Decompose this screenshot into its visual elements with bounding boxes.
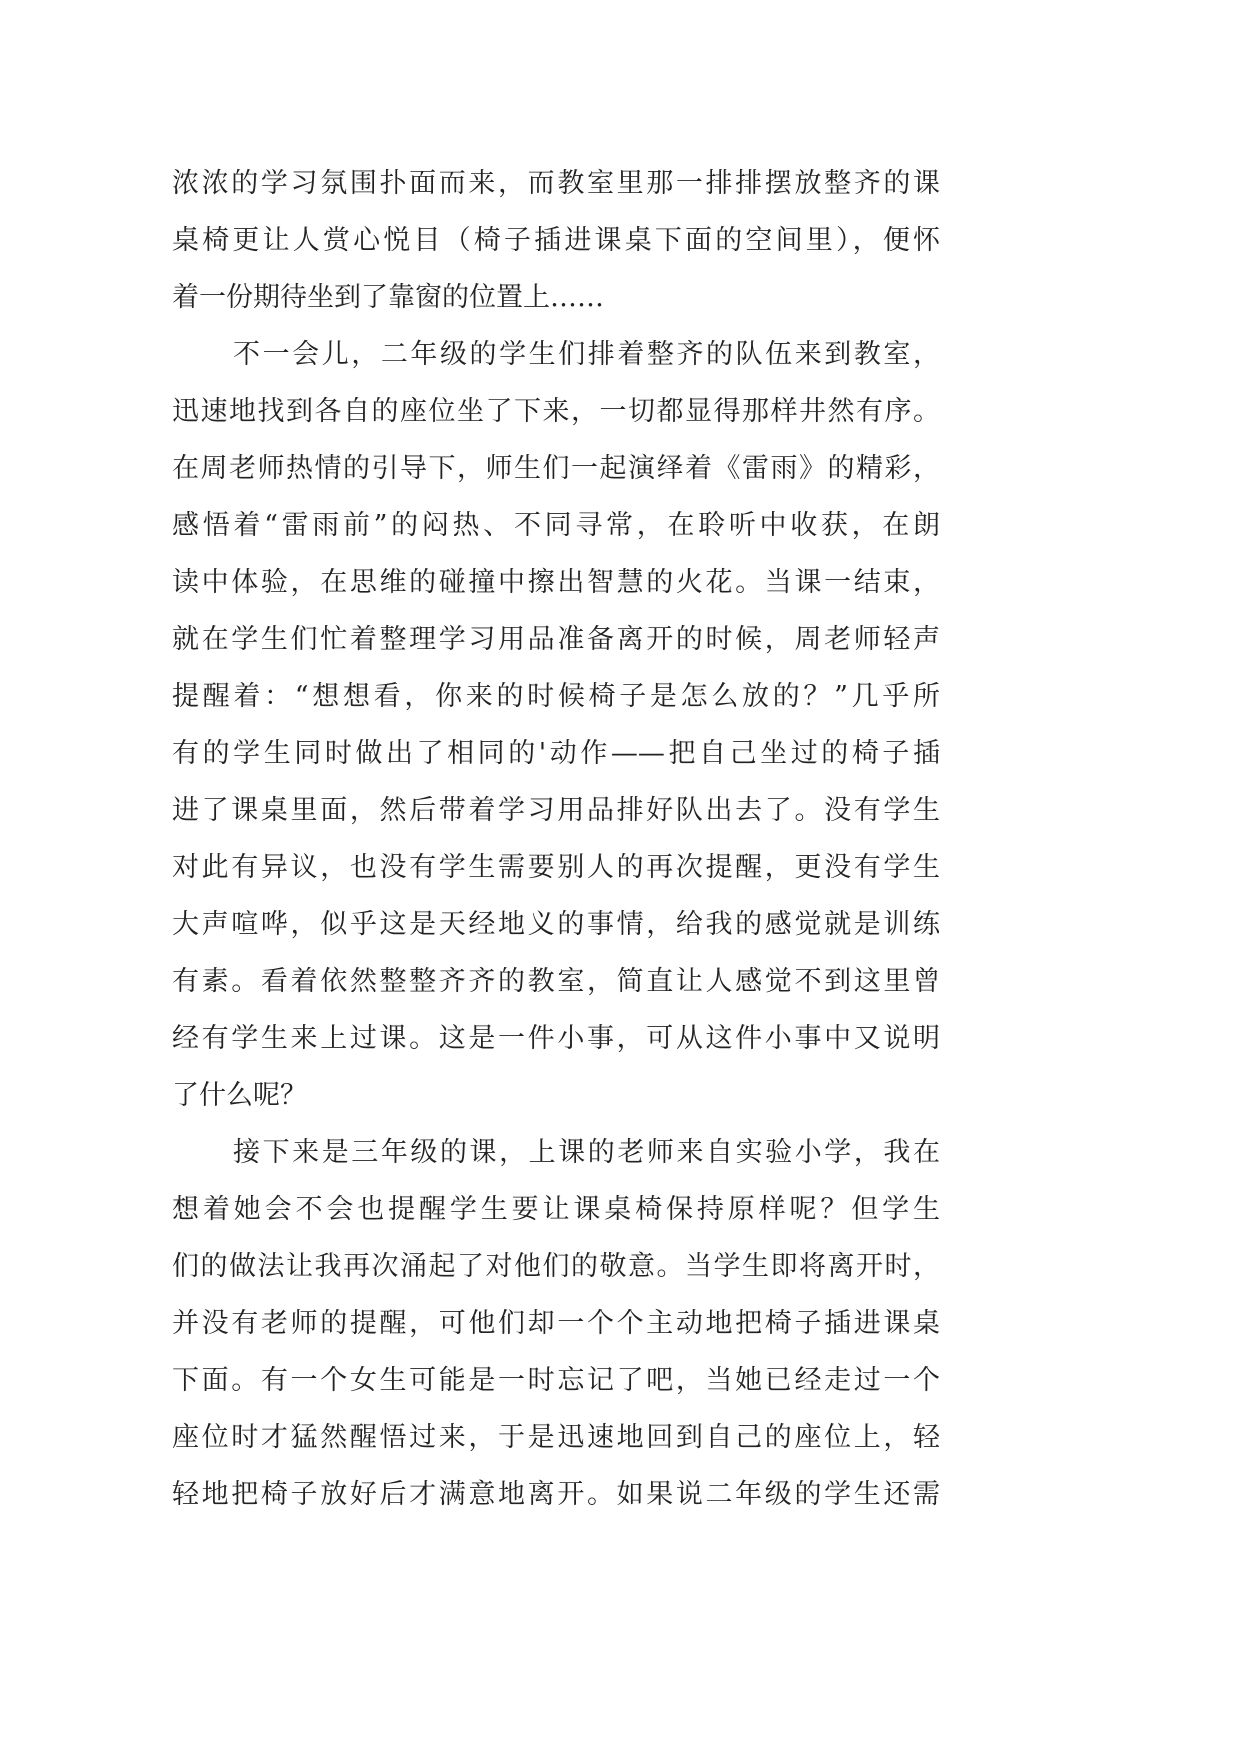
text-line: 浓浓的学习氛围扑面而来，而教室里那一排排摆放整齐的课	[172, 168, 940, 199]
paragraph	[172, 155, 940, 326]
text-line: 着一份期待坐到了靠窗的位置上……	[172, 282, 604, 313]
paragraph	[172, 326, 940, 1124]
text-line: 了什么呢？	[172, 1080, 307, 1111]
text-line: 经有学生来上过课。这是一件小事，可从这件小事中又说明	[172, 1023, 940, 1054]
text-line: 迅速地找到各自的座位坐了下来，一切都显得那样井然有序。	[172, 396, 940, 427]
text-line: 读中体验，在思维的碰撞中擦出智慧的火花。当课一结束，	[172, 567, 940, 598]
text-line: 感悟着“雷雨前”的闷热、不同寻常，在聆听中收获，在朗	[172, 510, 940, 541]
text-line: 在周老师热情的引导下，师生们一起演绎着《雷雨》的精彩，	[172, 453, 940, 484]
text-line: 并没有老师的提醒，可他们却一个个主动地把椅子插进课桌	[172, 1308, 940, 1339]
text-line: 提醒着：“想想看，你来的时候椅子是怎么放的？”几乎所	[172, 681, 940, 712]
paragraph	[172, 1124, 940, 1523]
text-line: 不一会儿，二年级的学生们排着整齐的队伍来到教室，	[233, 339, 940, 370]
text-line: 有素。看着依然整整齐齐的教室，简直让人感觉不到这里曾	[172, 966, 940, 997]
text-line: 接下来是三年级的课，上课的老师来自实验小学，我在	[233, 1137, 940, 1168]
text-line: 大声喧哗，似乎这是天经地义的事情，给我的感觉就是训练	[172, 909, 940, 940]
text-line: 想着她会不会也提醒学生要让课桌椅保持原样呢？但学生	[172, 1194, 940, 1225]
text-line: 有的学生同时做出了相同的'动作——把自己坐过的椅子插	[172, 738, 940, 769]
text-line: 下面。有一个女生可能是一时忘记了吧，当她已经走过一个	[172, 1365, 940, 1396]
document-body	[172, 155, 940, 1523]
text-line: 对此有异议，也没有学生需要别人的再次提醒，更没有学生	[172, 852, 940, 883]
text-line: 就在学生们忙着整理学习用品准备离开的时候，周老师轻声	[172, 624, 940, 655]
text-line: 们的做法让我再次涌起了对他们的敬意。当学生即将离开时，	[172, 1251, 940, 1282]
text-line: 桌椅更让人赏心悦目（椅子插进课桌下面的空间里），便怀	[172, 225, 940, 256]
text-line: 座位时才猛然醒悟过来，于是迅速地回到自己的座位上，轻	[172, 1422, 940, 1453]
text-line: 轻地把椅子放好后才满意地离开。如果说二年级的学生还需	[172, 1479, 940, 1510]
text-line: 进了课桌里面，然后带着学习用品排好队出去了。没有学生	[172, 795, 940, 826]
